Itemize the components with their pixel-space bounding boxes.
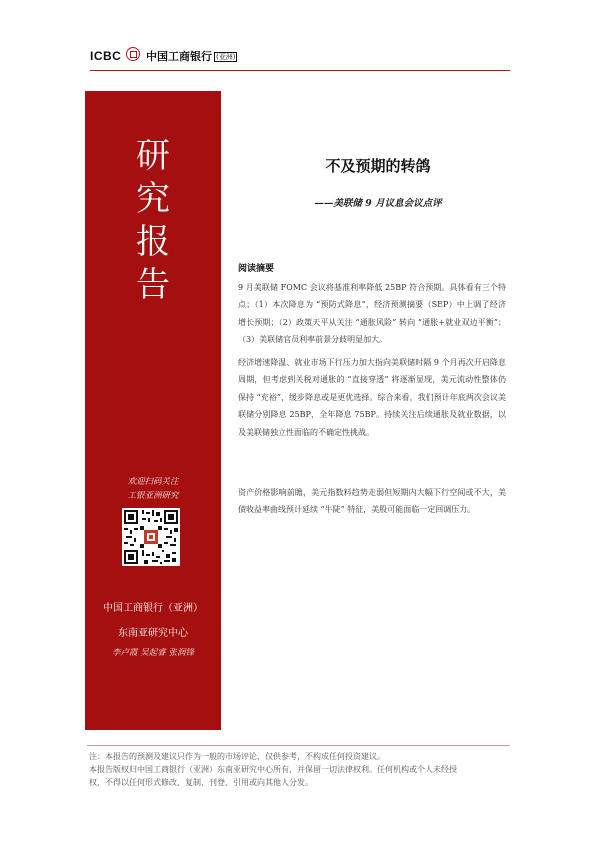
report-label (85, 135, 221, 307)
report-subtitle: ——美联储 9 月议息会议点评 (314, 198, 442, 209)
sidebar-research-center: 东南亚研究中心 (118, 628, 188, 639)
bank-region-text: 亚洲 (218, 53, 233, 61)
sidebar-authors: 李卢霞 吴起睿 张润锋 (112, 648, 194, 658)
icbc-logo-icon (126, 47, 140, 61)
report-label-char: 究 (136, 179, 170, 219)
bank-name: 中国工商银行 (亚洲) (146, 50, 236, 63)
report-label-char: 告 (136, 265, 170, 305)
sidebar-org-name: 中国工商银行（亚洲） (103, 603, 203, 614)
summary-paragraph: 经济增速降温、就业市场下行压力加大指向美联储时隔 9 个月再次开启降息周期，但考虑到关税对通胀的 “直接穿透” 将逐渐显现，美元流动性整体仍保持 “充裕”，缓步降息或是更优选择。综合来看，我们预计年底两次会议美联储分别降息 25BP，全年降息 75BP。持续关注后续通胀及就业数据，以及美联储独立性面临的不确定性挑战。 (238, 358, 506, 437)
icbc-logo-text: ICBC (90, 49, 122, 63)
footer-note: 注：本报告的预测及建议只作为一般的市场评论，仅供参考，不构成任何投资建议。 (89, 752, 385, 761)
scan-prompt (85, 475, 221, 503)
page-header (90, 44, 510, 72)
footer-divider (87, 745, 510, 746)
footer-copyright: 本报告版权归中国工商银行（亚洲）东南亚研究中心所有，并保留一切法律权利。任何机构或个人未经授 (89, 765, 457, 774)
summary-paragraph: 资产价格影响前瞻，美元指数料趋势走弱但短期内大幅下行空间或不大，美债收益率曲线预计延续 “牛陡” 特征，美股可能面临一定回调压力。 (238, 488, 506, 515)
scan-prompt-line: 工银亚洲研究 (127, 491, 179, 501)
qr-code-icon[interactable] (122, 508, 180, 566)
report-label-char: 报 (136, 222, 170, 262)
footer-copyright: 权，不得以任何形式修改、复制、刊登、引用或向其他人分发。 (89, 778, 313, 787)
summary-paragraph: 9 月美联储 FOMC 会议将基准利率降低 25BP 符合预期。具体看有三个特点；（1）本次降息为 “预防式降息”，经济预测摘要（SEP）中上调了经济增长预期；（2）政策天平从关注 “通胀风险” 转向 “通胀+就业双边平衡”；（3）美联储官员利率前景分歧明显加大。 (238, 283, 506, 345)
summary-heading: 阅读摘要 (238, 264, 275, 274)
report-label-char: 研 (136, 136, 170, 176)
sidebar-panel (85, 91, 221, 730)
page-footer (89, 750, 514, 789)
report-title: 不及预期的转鸽 (325, 157, 431, 175)
qr-code-graphic (122, 508, 180, 566)
header-divider (90, 70, 510, 71)
scan-prompt-line: 欢迎扫码关注 (127, 477, 179, 487)
bank-name-text: 中国工商银行 (146, 50, 212, 63)
